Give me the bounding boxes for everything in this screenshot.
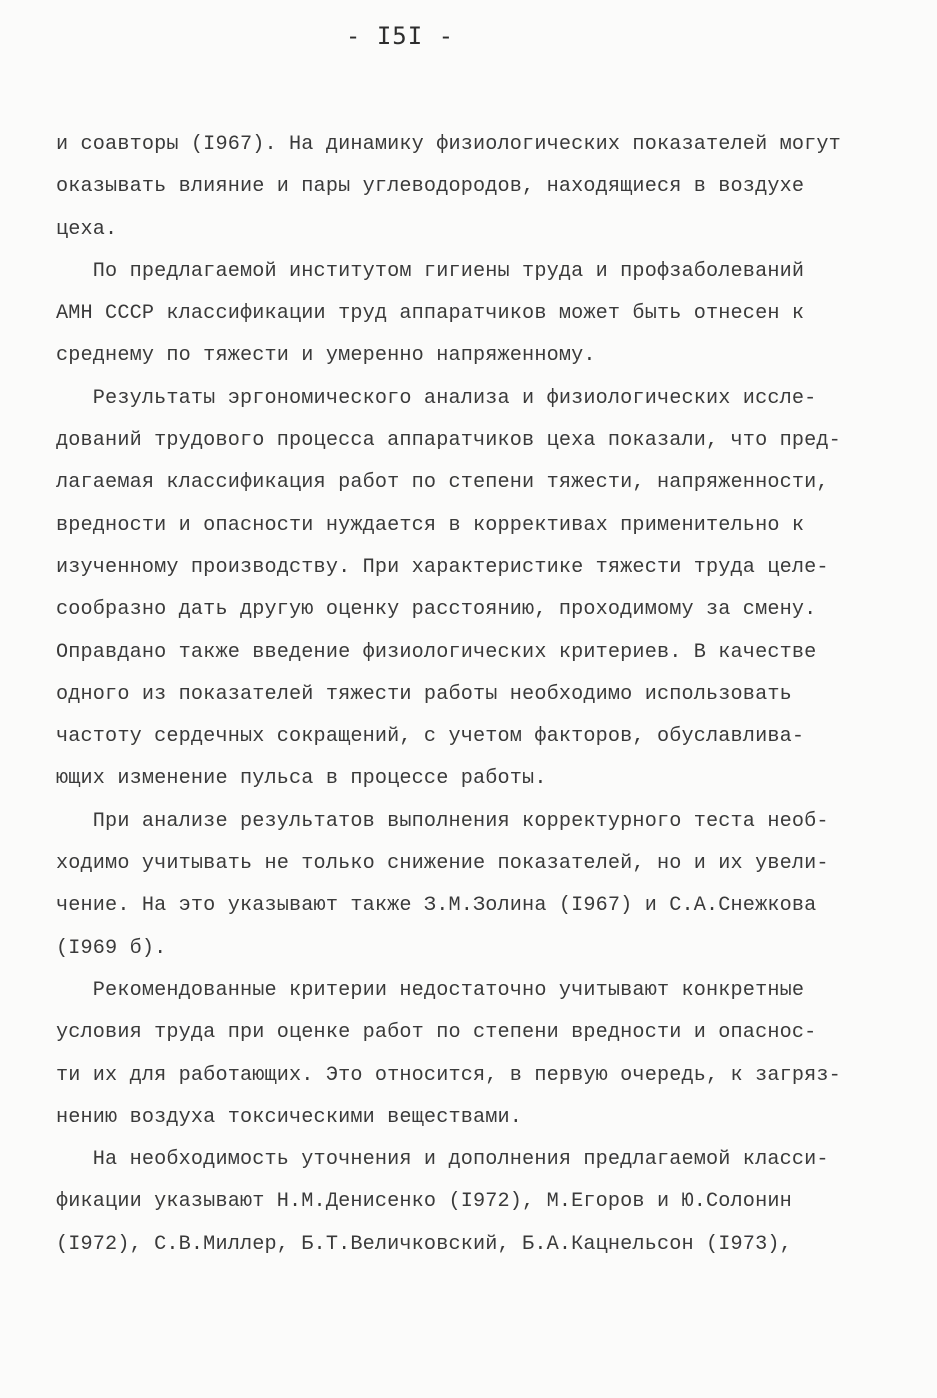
paragraph-6 [56, 1139, 886, 1266]
paragraph-5 [56, 970, 886, 1139]
text-line: сообразно дать другую оценку расстоянию, проходимому за смену. [56, 598, 817, 622]
body-text [56, 124, 886, 1266]
text-line: На необходимость уточнения и дополнения предлагаемой класси- [56, 1148, 829, 1172]
text-line: частоту сердечных сокращений, с учетом факторов, обуславлива- [56, 725, 805, 749]
text-line: АМН СССР классификации труд аппаратчиков может быть отнесен к [56, 302, 805, 326]
text-line: лагаемая классификация работ по степени тяжести, напряженности, [56, 471, 829, 495]
text-line: чение. На это указывают также З.М.Золина (I967) и С.А.Снежкова [56, 894, 817, 918]
page-number: - I5I - [345, 22, 455, 50]
text-line: ходимо учитывать не только снижение показателей, но и их увели- [56, 852, 829, 876]
paragraph-2 [56, 251, 886, 378]
text-line: среднему по тяжести и умеренно напряженному. [56, 344, 596, 368]
text-line: ти их для работающих. Это относится, в первую очередь, к загряз- [56, 1063, 841, 1087]
text-line: вредности и опасности нуждается в коррективах применительно к [56, 513, 805, 537]
text-line: и соавторы (I967). На динамику физиологических показателей могут [56, 133, 841, 156]
text-line: одного из показателей тяжести работы необходимо использовать [56, 682, 792, 706]
text-line: Оправдано также введение физиологических критериев. В качестве [56, 640, 817, 664]
text-line: условия труда при оценке работ по степени вредности и опаснос- [56, 1021, 817, 1045]
paragraph-1 [56, 124, 886, 251]
text-line: Результаты эргономического анализа и физиологических иссле- [56, 386, 817, 410]
text-line: изученному производству. При характеристике тяжести труда целе- [56, 555, 829, 579]
text-line: При анализе результатов выполнения корректурного теста необ- [56, 809, 829, 833]
text-line: (I972), С.В.Миллер, Б.Т.Величковский, Б.А.Кацнельсон (I973), [56, 1232, 792, 1256]
text-line: оказывать влияние и пары углеводородов, находящиеся в воздухе [56, 175, 805, 199]
text-line: фикации указывают Н.М.Денисенко (I972), М.Егоров и Ю.Солонин [56, 1190, 792, 1214]
text-line: нению воздуха токсическими веществами. [56, 1105, 523, 1129]
text-line: (I969 б). [56, 936, 167, 960]
paragraph-3 [56, 378, 886, 801]
text-line: цеха. [56, 217, 118, 241]
paragraph-4 [56, 801, 886, 970]
text-line: Рекомендованные критерии недостаточно учитывают конкретные [56, 978, 805, 1002]
text-line: ющих изменение пульса в процессе работы. [56, 767, 547, 791]
text-line: По предлагаемой институтом гигиены труда и профзаболеваний [56, 259, 805, 283]
text-line: дований трудового процесса аппаратчиков цеха показали, что пред- [56, 429, 841, 453]
